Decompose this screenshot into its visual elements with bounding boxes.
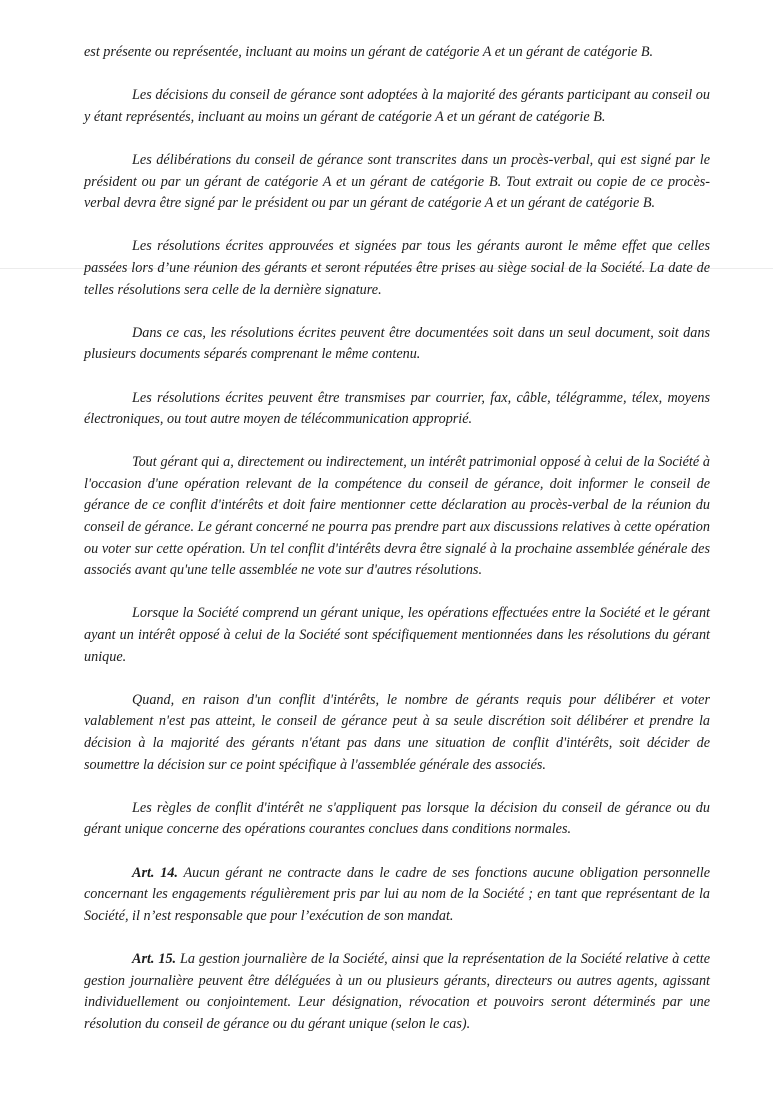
- paragraph-quorum-conflict: [84, 690, 710, 776]
- paragraph-text: Dans ce cas, les résolutions écrites peuvent être documentées soit dans un seul document, soit dans plusieurs documents séparés comprenant le même contenu.: [84, 324, 710, 363]
- article-text: Aucun gérant ne contracte dans le cadre de ses fonctions aucune obligation personnelle concernant les engagements régulièrement pris par lui au nom de la Société ; en tant que représentant de la Société, il n’est responsable que pour l’exécution de son mandat.: [84, 864, 710, 924]
- article-label: Art. 15.: [132, 950, 177, 967]
- article-14: [84, 863, 710, 928]
- paragraph-documents: [84, 323, 710, 366]
- paragraph-text: Tout gérant qui a, directement ou indirectement, un intérêt patrimonial opposé à celui de la Société à l'occasion d'une opération relevant de la compétence du conseil de gérance, doit informer le conseil de gérance de ce conflit d'intérêts et doit faire mentionner cette déclaration au procès-verbal de la réunion du conseil de gérance. Le gérant concerné ne pourra pas prendre part aux discussions relatives à cette opération ou voter sur cette opération. Un tel conflit d'intérêts devra être signalé à la prochaine assemblée générale des associés avant qu'une telle assemblée ne vote sur d'autres résolutions.: [84, 454, 710, 579]
- paragraph-written-resolutions: [84, 236, 710, 301]
- paragraph-conflict-exception: [84, 798, 710, 841]
- document-body: [84, 42, 710, 1057]
- article-text: La gestion journalière de la Société, ainsi que la représentation de la Société relative à cette gestion journalière peuvent être déléguées à un ou plusieurs gérants, directeurs ou autres agents, agissant individuellement ou conjointement. Leur désignation, révocation et pouvoirs seront déterminés par une résolution du conseil de gérance ou du gérant unique (selon le cas).: [84, 950, 711, 1032]
- paragraph-transmission: [84, 388, 710, 431]
- paragraph-text: Lorsque la Société comprend un gérant unique, les opérations effectuées entre la Société et le gérant ayant un intérêt opposé à celui de la Société sont spécifiquement mentionnées dans les résolutions du gérant unique.: [84, 605, 710, 665]
- paragraph-deliberations-minutes: [84, 150, 710, 215]
- paragraph-text: Les résolutions écrites peuvent être transmises par courrier, fax, câble, télégramme, télex, moyens électroniques, ou tout autre moyen de télécommunication approprié.: [84, 389, 710, 428]
- paragraph-text: Les délibérations du conseil de gérance sont transcrites dans un procès-verbal, qui est signé par le président ou par un gérant de catégorie A et un gérant de catégorie B. Tout extrait ou copie de ce procès-verbal devra être signé par le président ou par un gérant de catégorie A et un gérant de catégorie B.: [84, 151, 710, 212]
- paragraph-text: Les règles de conflit d'intérêt ne s'appliquent pas lorsque la décision du conseil de gérance ou du gérant unique concerne des opérations courantes conclues dans conditions normales.: [84, 799, 710, 838]
- paragraph-text: Quand, en raison d'un conflit d'intérêts, le nombre de gérants requis pour délibérer et voter valablement n'est pas atteint, le conseil de gérance peut à sa seule discrétion soit délibérer et prendre la décision à la majorité des gérants n'étant pas dans une situation de conflit d'intérêts, soit décider de soumettre la décision sur ce point spécifique à l'assemblée générale des associés.: [84, 691, 710, 773]
- paragraph-text: est présente ou représentée, incluant au moins un gérant de catégorie A et un gérant de catégorie B.: [84, 44, 654, 60]
- paragraph-text: Les résolutions écrites approuvées et signées par tous les gérants auront le même effet que celles passées lors d’une réunion des gérants et seront réputées être prises au siège social de la Société. La date de telles résolutions sera celle de la dernière signature.: [84, 238, 710, 298]
- paragraph-conflict-of-interest: [84, 452, 710, 582]
- paragraph-decisions-majority: [84, 85, 710, 128]
- paragraph-continuation: [84, 42, 710, 64]
- article-15: [84, 949, 710, 1035]
- paragraph-text: Les décisions du conseil de gérance sont adoptées à la majorité des gérants participant au conseil ou y étant représentés, incluant au moins un gérant de catégorie A et un gérant de catégorie B.: [84, 87, 710, 125]
- article-label: Art. 14.: [132, 864, 178, 881]
- paragraph-sole-manager: [84, 603, 710, 668]
